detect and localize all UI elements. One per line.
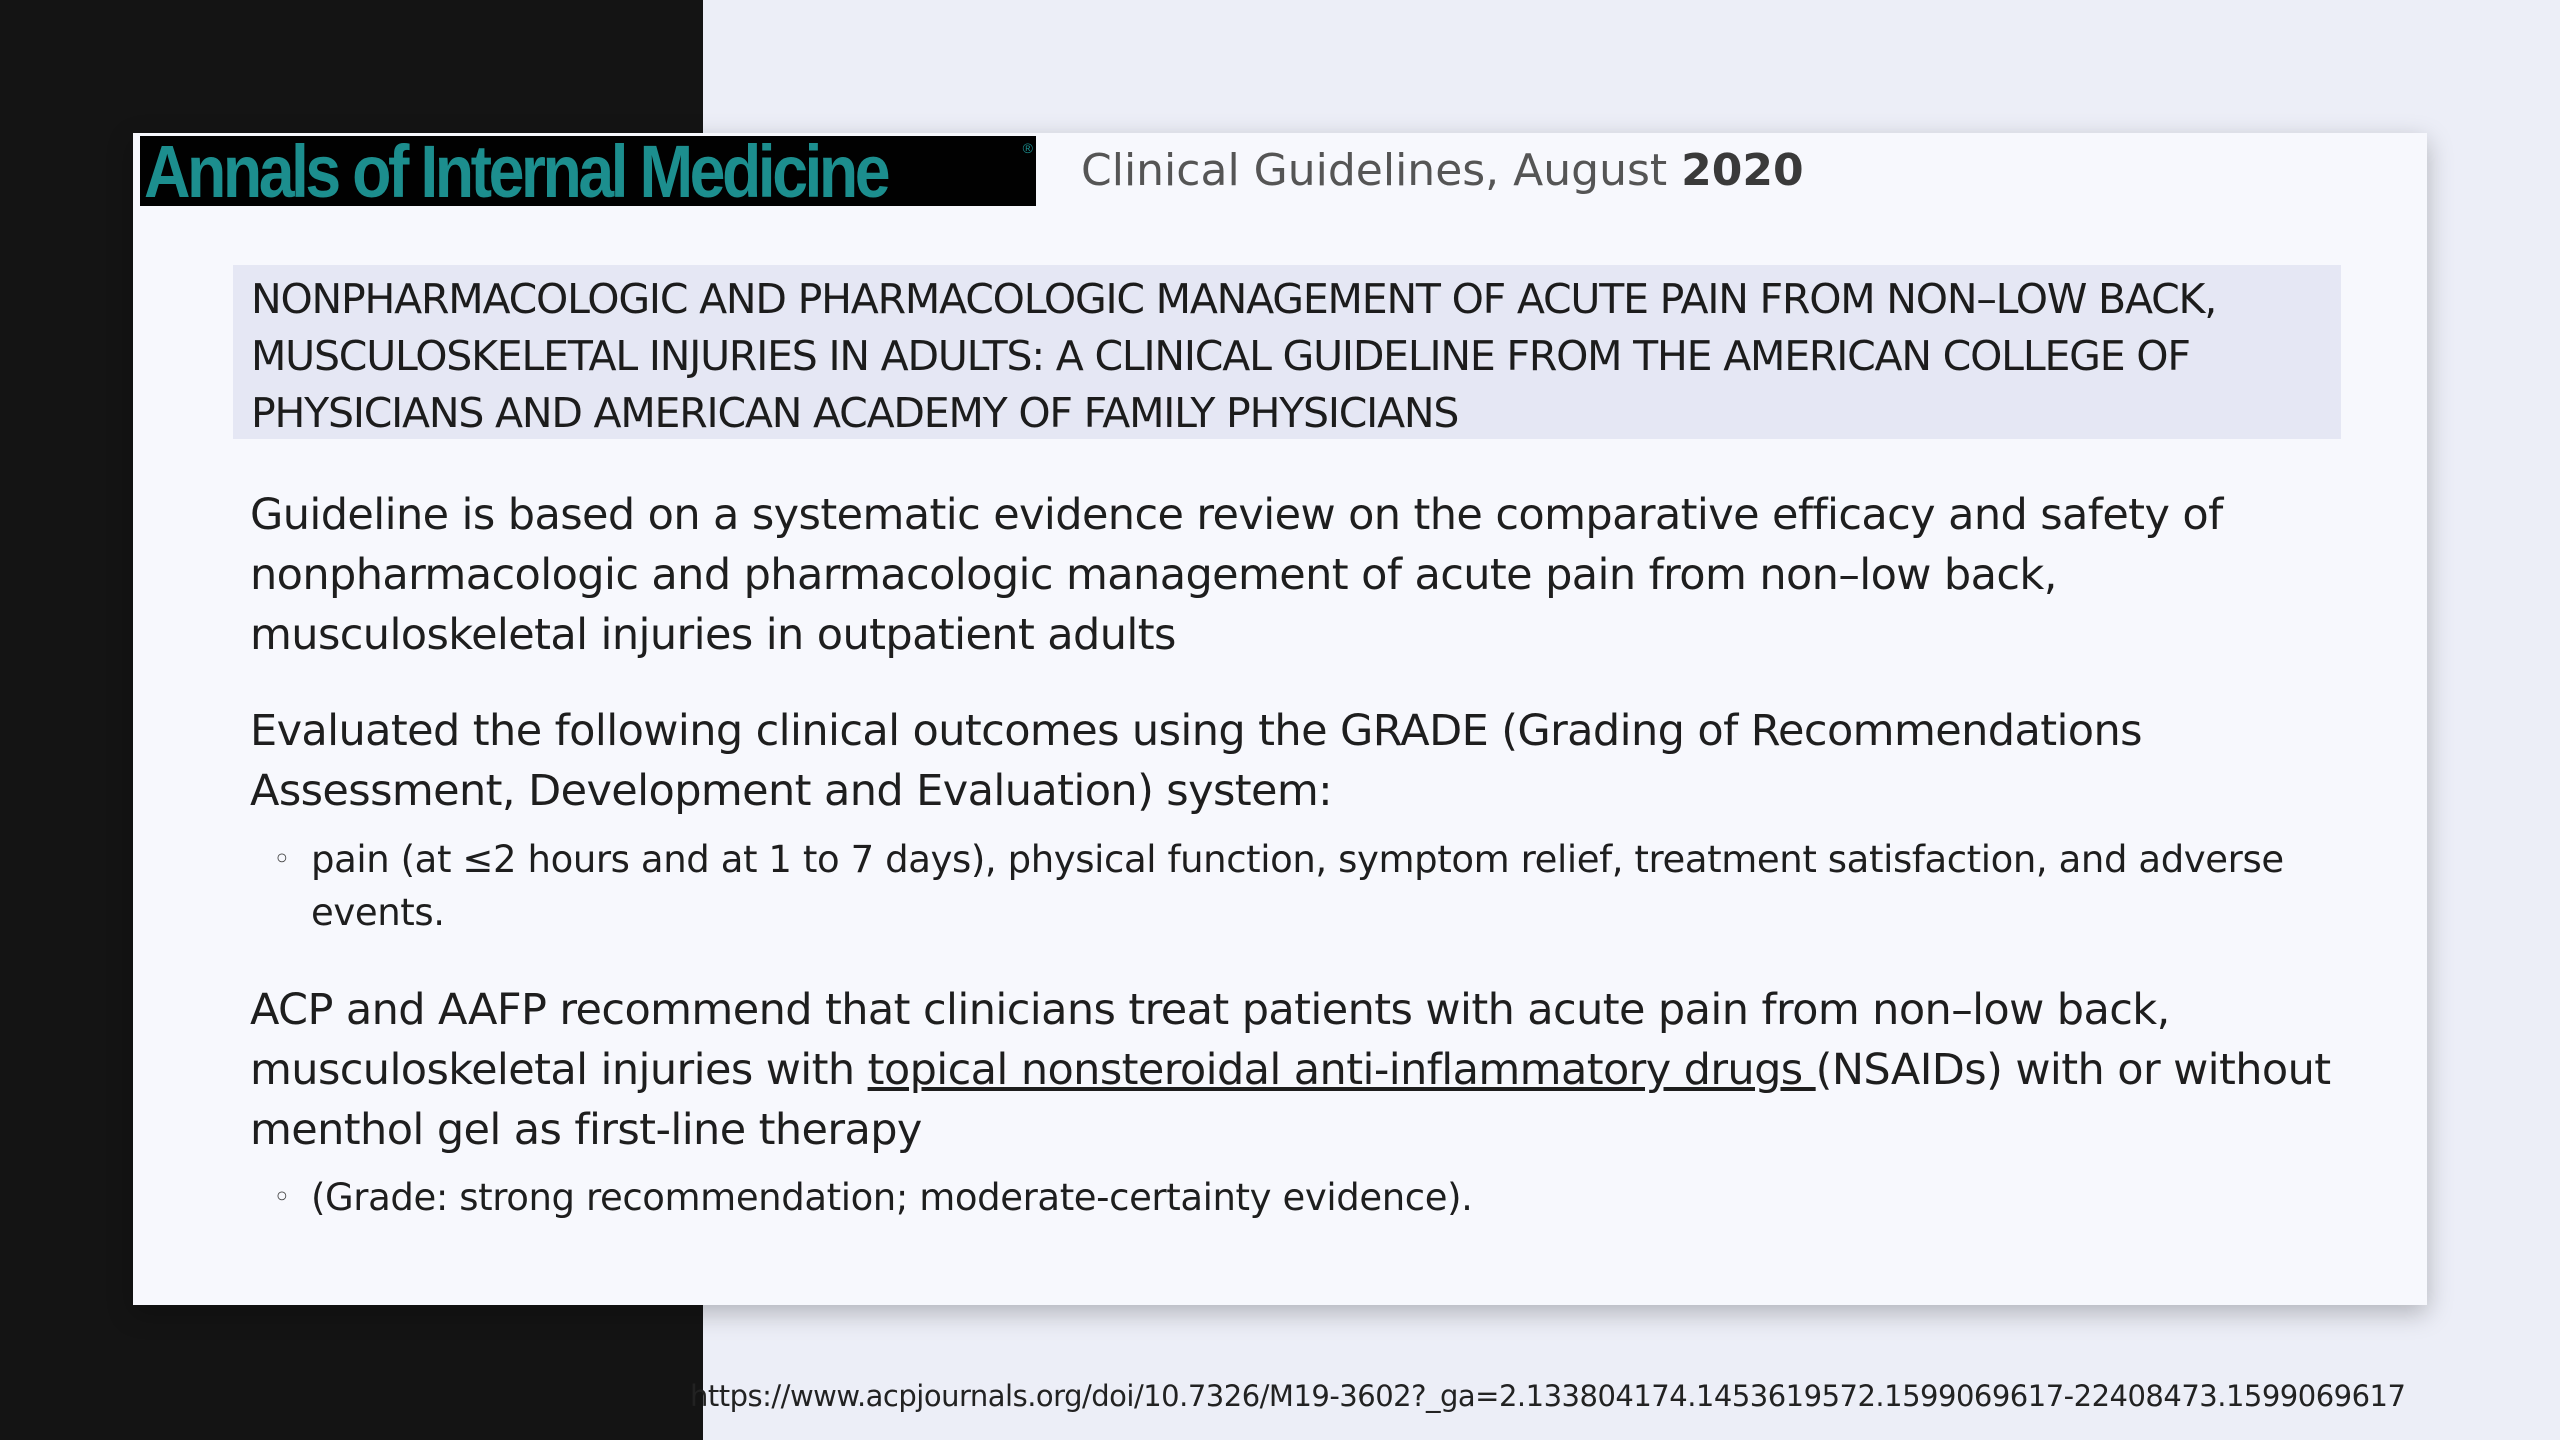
bullet-text: pain (at ≤2 hours and at 1 to 7 days), physical function, symptom relief, treatment satisfaction, and adverse events.: [311, 838, 2284, 934]
journal-name: Annals of Internal Medicine: [144, 136, 888, 206]
recommendation-text-start: ACP and AAFP recommend that clinicians treat patients with acute pain from non–low back, musculoskeletal injuries with: [250, 985, 2170, 1095]
subtitle-prefix: Clinical Guidelines, August: [1081, 145, 1682, 196]
source-url[interactable]: https://www.acpjournals.org/doi/10.7326/M19-3602?_ga=2.133804174.1453619572.1599069617-22408473.1599069617: [690, 1379, 2406, 1413]
subtitle-year: 2020: [1681, 145, 1804, 196]
bullet-text: (Grade: strong recommendation; moderate-certainty evidence).: [311, 1176, 1473, 1219]
registered-mark: ®: [1022, 140, 1033, 156]
journal-logo: [140, 136, 1036, 206]
nsaids-link[interactable]: topical nonsteroidal anti-inflammatory drugs: [867, 1045, 1816, 1095]
slide: [133, 133, 2427, 1305]
header-subtitle: [1081, 141, 1804, 201]
paragraph-outcomes: Evaluated the following clinical outcomes using the GRADE (Grading of Recommendations Assessment, Development and Evaluation) system:: [250, 706, 2142, 816]
bullet-circle-icon: ◦: [273, 1180, 291, 1215]
guideline-title-box: [233, 265, 2341, 439]
bullet-grade: [273, 1171, 2351, 1224]
paragraph-evidence-review: Guideline is based on a systematic evidence review on the comparative efficacy and safety of nonpharmacologic and pharmacologic management of acute pain from non–low back, musculoskeletal injuries in outpatient adults: [250, 490, 2223, 660]
bullet-outcomes-list: [273, 833, 2351, 939]
bullet-circle-icon: ◦: [273, 842, 291, 877]
recommendation-text-end: (NSAIDs) with or without menthol gel as first-line therapy: [250, 1045, 2331, 1155]
paragraph-recommendation: [250, 980, 2360, 1160]
guideline-title: NONPHARMACOLOGIC AND PHARMACOLOGIC MANAGEMENT OF ACUTE PAIN FROM NON–LOW BACK, MUSCULOSKELETAL INJURIES IN ADULTS: A CLINICAL GUIDELINE FROM THE AMERICAN COLLEGE OF PHYSICIANS AND AMERICAN ACADEMY OF FAMILY PHYSICIANS: [251, 275, 2217, 437]
